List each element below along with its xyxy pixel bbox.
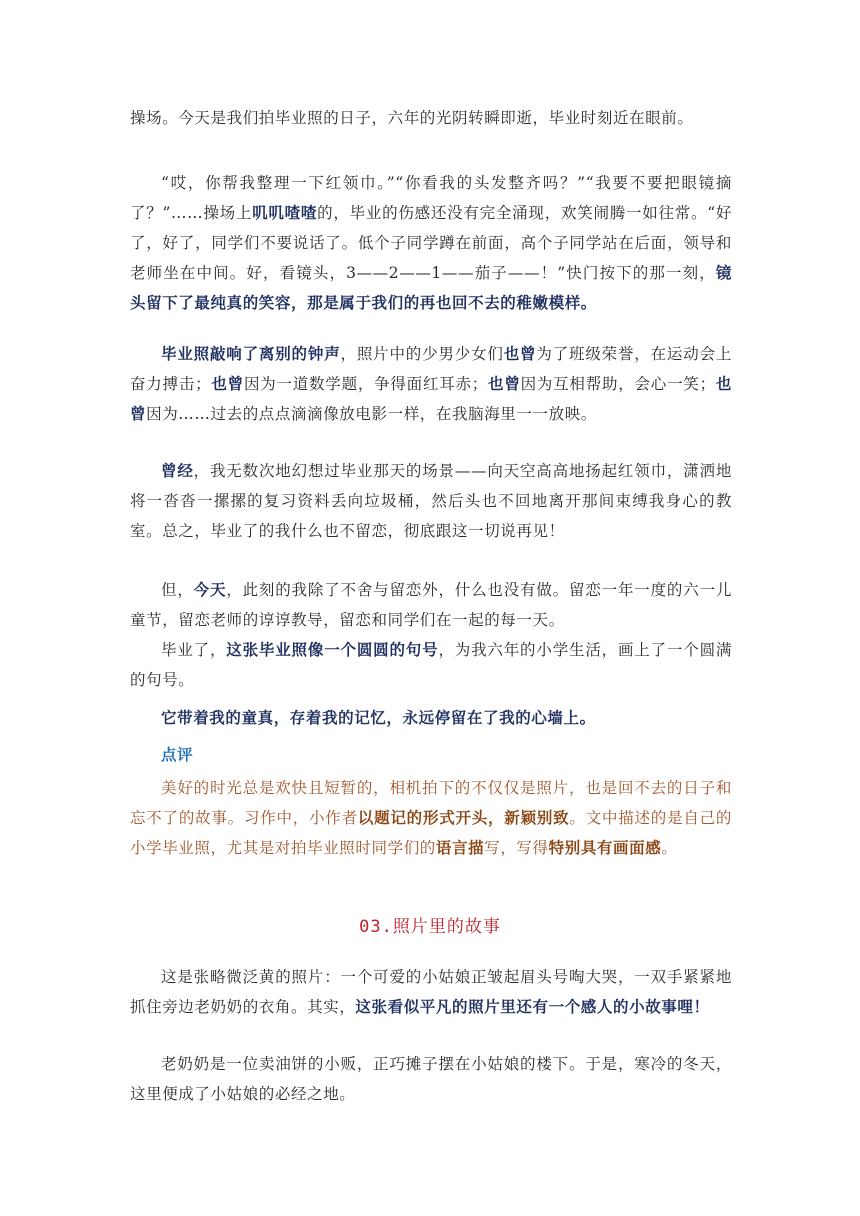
paragraph-6: 毕业了，这张毕业照像一个圆圆的句号，为我六年的小学生活，画上了一个圆满的句号。 — [130, 640, 732, 689]
paragraph-4: 曾经，我无数次地幻想过毕业那天的场景——向天空高高地扬起红领巾，潇洒地将一沓沓一摞摞的复习资料丢向垃圾桶，然后头也不回地离开那间束缚我身心的教室。总之，毕业了的我什么也不留恋，彻底跟这一切说再见！ — [130, 461, 732, 540]
paragraph-10: 老奶奶是一位卖油饼的小贩，正巧摊子摆在小姑娘的楼下。于是，寒冷的冬天，这里便成了小姑娘的必经之地。 — [130, 1055, 732, 1103]
paragraph-7: 它带着我的童真，存着我的记忆，永远停留在了我的心墙上。 — [161, 708, 596, 727]
section-title: 03.照片里的故事 — [359, 917, 501, 937]
paragraph-2: “哎，你帮我整理一下红领巾。”“你看我的头发整齐吗？”“我要不要把眼镜摘了？”……操场上叽叽喳喳的，毕业的伤感还没有完全涌现，欢笑闹腾一如往常。“好了，好了，同学们不要说话了。低个子同学蹲在前面，高个子同学站在后面，领导和老师坐在中间。好，看镜头，3——2——1——茄子——！”快门按下的那一刻，镜头留下了最纯真的笑容，那是属于我们的再也回不去的稚嫩模样。 — [130, 174, 732, 312]
paragraph-1: 操场。今天是我们拍毕业照的日子，六年的光阴转瞬即逝，毕业时刻近在眼前。 — [130, 109, 694, 127]
comment-paragraph: 美好的时光总是欢快且短暂的，相机拍下的不仅仅是照片，也是回不去的日子和忘不了的故事。习作中，小作者以题记的形式开头，新颖别致。文中描述的是自己的小学毕业照，尤其是对拍毕业照时同学们的语言描写，写得特别具有画面感。 — [130, 779, 732, 857]
comment-heading: 点评 — [161, 745, 194, 764]
paragraph-3: 毕业照敲响了离别的钟声，照片中的少男少女们也曾为了班级荣誉，在运动会上奋力搏击；也曾因为一道数学题，争得面红耳赤；也曾因为互相帮助，会心一笑；也曾因为……过去的点点滴滴像放电影一样，在我脑海里一一放映。 — [130, 344, 733, 423]
paragraph-9: 这是张略微泛黄的照片：一个可爱的小姑娘正皱起眉头号啕大哭，一双手紧紧地抓住旁边老奶奶的衣角。其实，这张看似平凡的照片里还有一个感人的小故事哩！ — [130, 968, 732, 1016]
paragraph-5: 但，今天，此刻的我除了不舍与留恋外，什么也没有做。留恋一年一度的六一儿童节，留恋老师的谆谆教导，留恋和同学们在一起的每一天。 — [130, 580, 732, 629]
